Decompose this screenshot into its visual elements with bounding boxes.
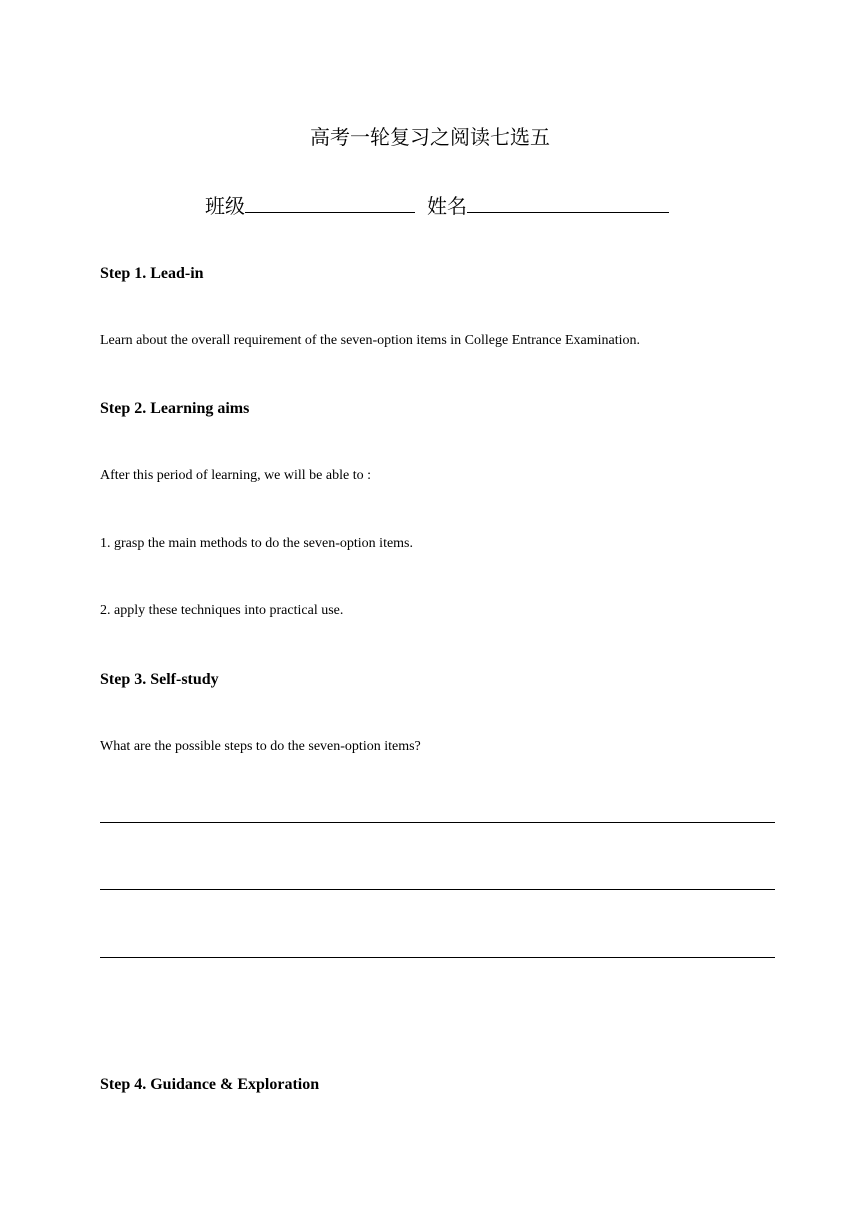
step-3-question: What are the possible steps to do the seven-option items? (100, 739, 421, 754)
student-info-line (205, 192, 669, 221)
answer-line-1[interactable] (100, 822, 775, 823)
step-1-paragraph: Learn about the overall requirement of the seven-option items in College Entrance Examination. (100, 333, 640, 348)
page-title: 高考一轮复习之阅读七选五 (310, 127, 550, 149)
class-label: 班级 (205, 196, 245, 218)
name-label: 姓名 (427, 196, 467, 218)
answer-line-2[interactable] (100, 889, 775, 890)
step-2-aim-1: 1. grasp the main methods to do the seven-option items. (100, 536, 414, 551)
step-3-heading: Step 3. Self-study (100, 671, 219, 688)
step-2-heading: Step 2. Learning aims (100, 400, 250, 417)
class-blank[interactable] (245, 192, 415, 213)
answer-line-3[interactable] (100, 957, 775, 958)
step-2-intro: After this period of learning, we will be able to : (100, 468, 371, 483)
name-blank[interactable] (467, 192, 669, 213)
step-4-heading: Step 4. Guidance & Exploration (100, 1076, 320, 1093)
step-2-aim-2: 2. apply these techniques into practical use. (100, 603, 344, 618)
step-1-heading: Step 1. Lead-in (100, 265, 204, 282)
